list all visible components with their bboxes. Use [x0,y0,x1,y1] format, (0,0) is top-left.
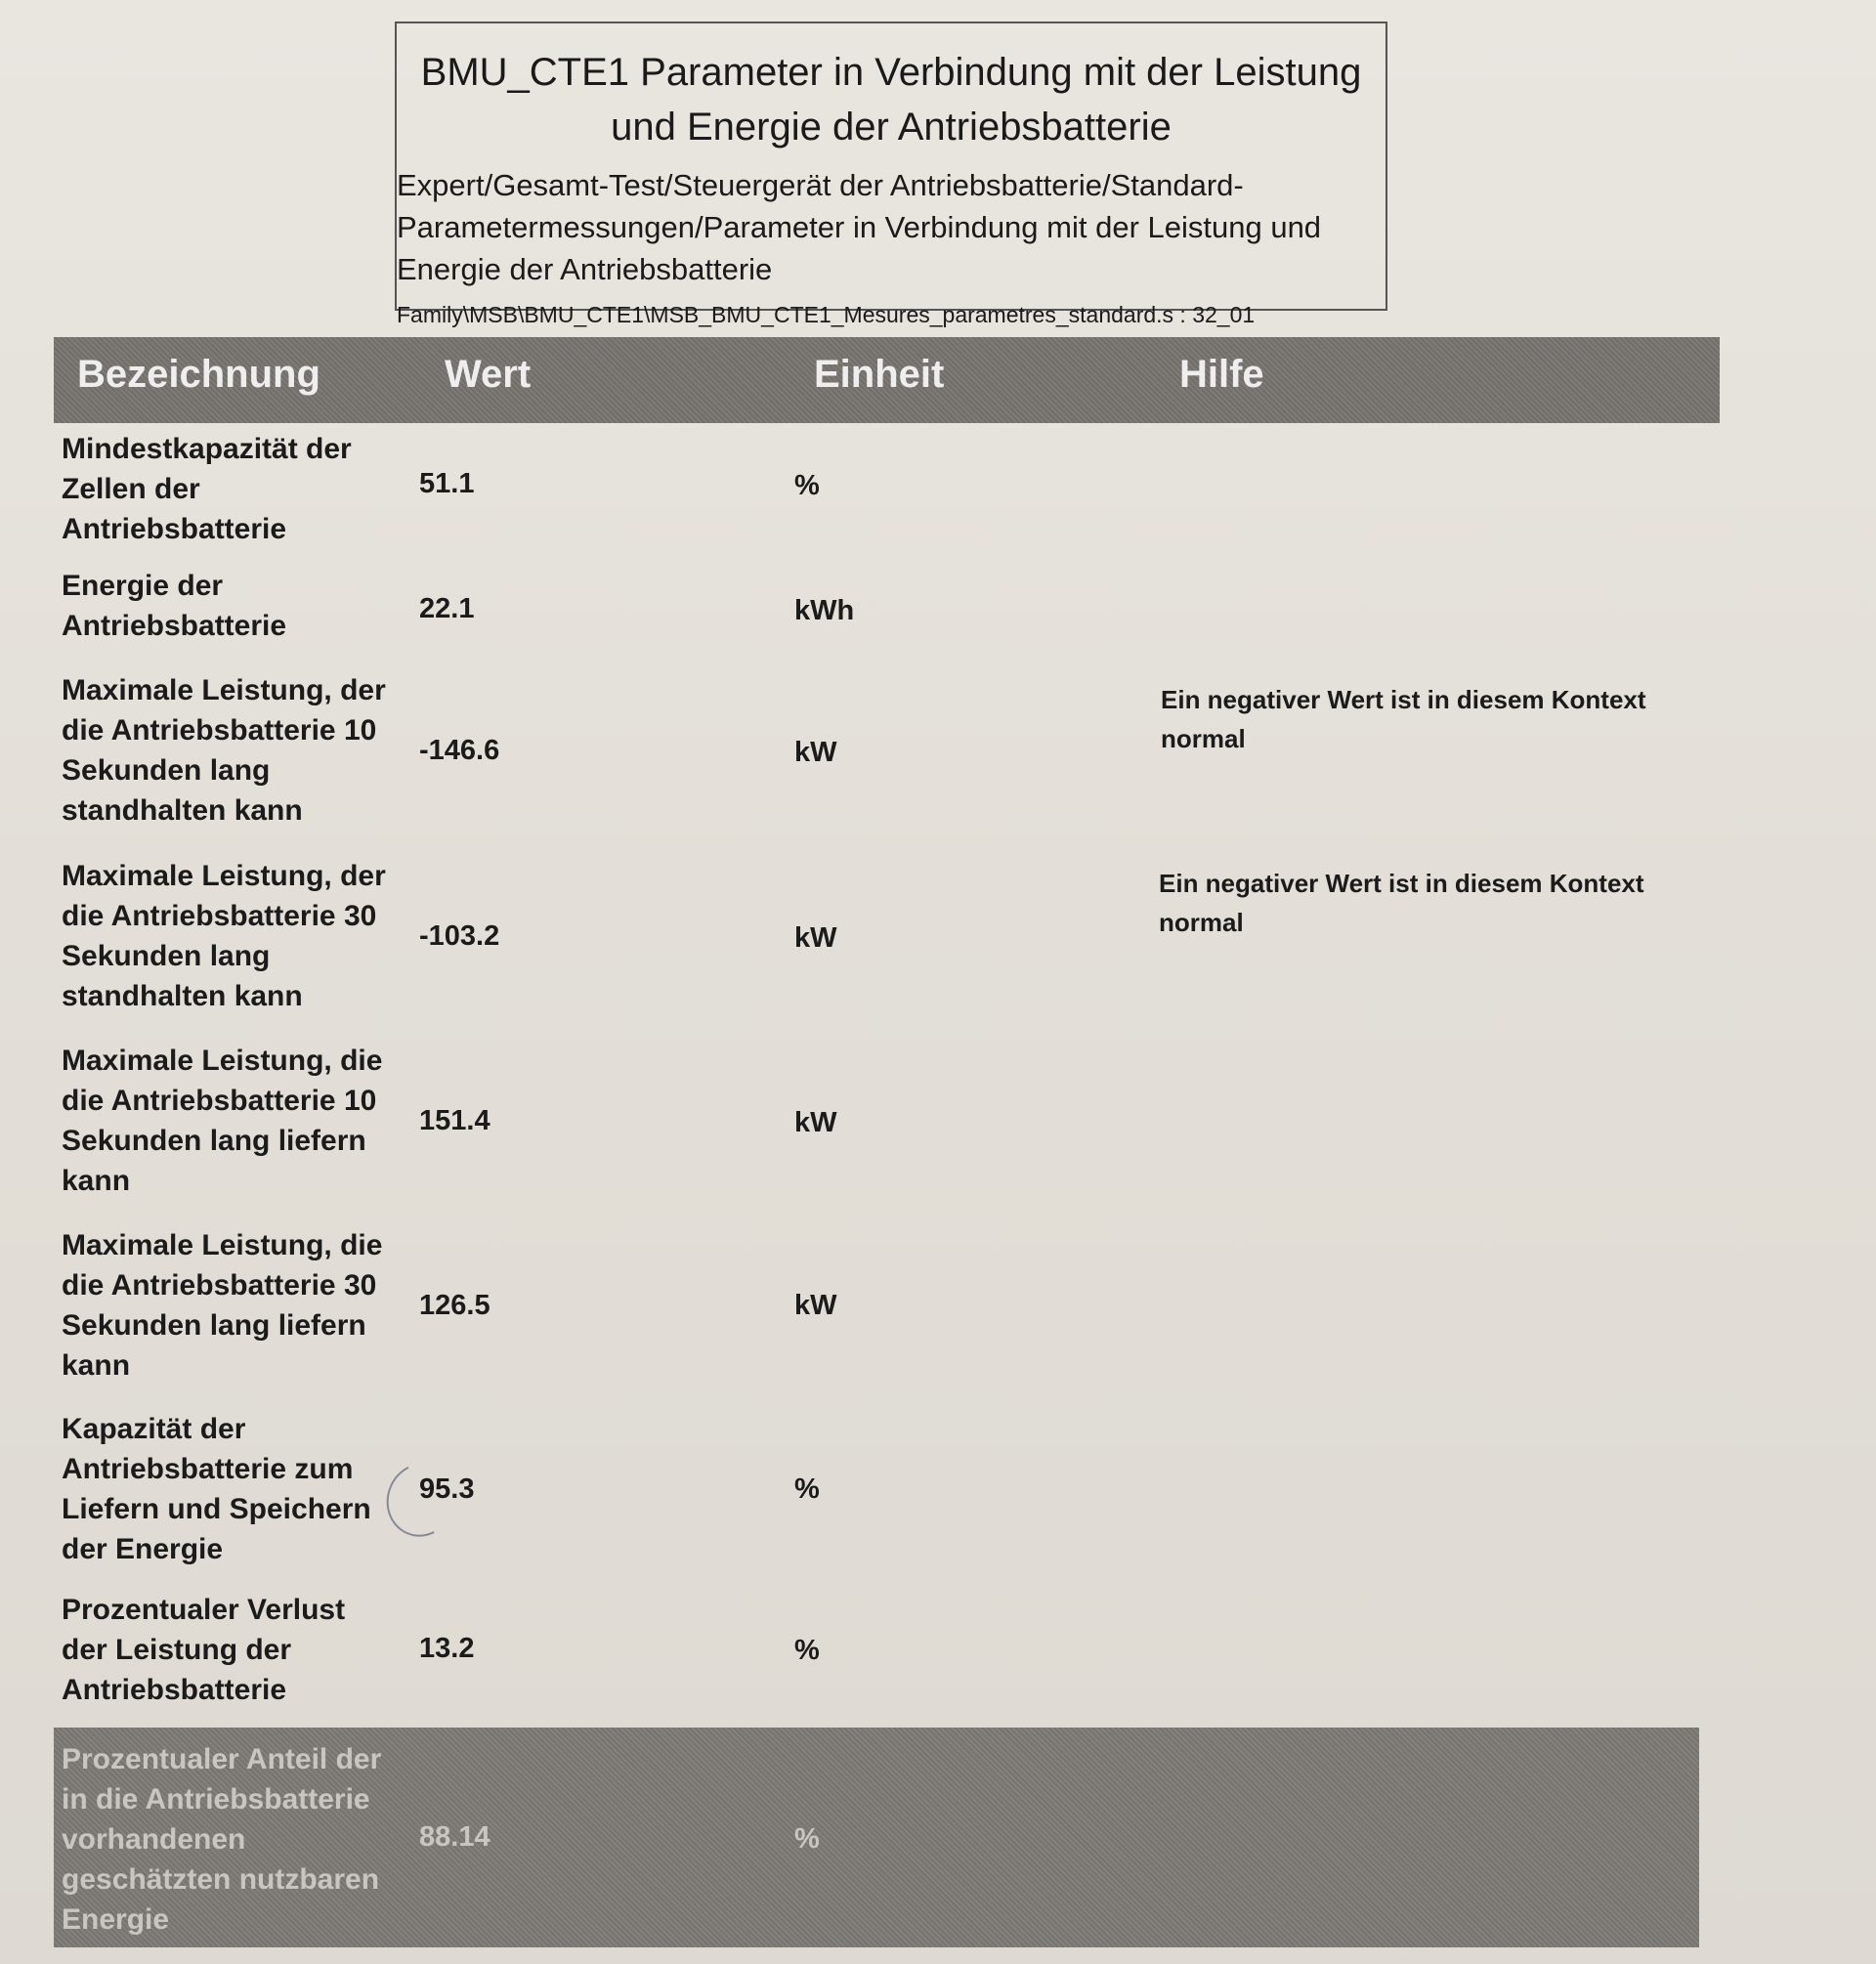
parameter-value: 151.4 [419,1105,490,1136]
name-line: die Antriebsbatterie 10 [62,1085,377,1117]
name-line: kann [62,1349,131,1382]
table-row [54,1225,1720,1409]
name-line: Antriebsbatterie zum [62,1453,354,1485]
name-line: die Antriebsbatterie 30 [62,900,377,932]
parameter-value: 88.14 [419,1821,490,1853]
path-line: Expert/Gesamt-Test/Steuergerät der Antriebsbatterie/Standard- [397,168,1244,202]
table-header [54,337,1720,423]
name-line: der Energie [62,1533,224,1565]
name-line: standhalten kann [62,794,303,827]
name-line: geschätzten nutzbaren [62,1863,380,1896]
column-header-bezeichnung: Bezeichnung [77,353,320,396]
parameter-value: -103.2 [419,920,500,952]
table-row [54,1590,1720,1728]
parameter-name [62,1225,413,1386]
column-header-einheit: Einheit [814,353,945,396]
table-row [54,1409,1720,1590]
parameter-value: 95.3 [419,1473,475,1505]
parameter-value: 126.5 [419,1290,490,1321]
name-line: Liefern und Speichern [62,1493,371,1525]
table-row [54,566,1720,670]
parameter-table [54,337,1720,1947]
help-line: Ein negativer Wert ist in diesem Kontext [1161,685,1646,714]
name-line: standhalten kann [62,980,303,1012]
name-line: Zellen der [62,473,200,505]
parameter-unit: % [794,470,820,501]
name-line: Maximale Leistung, die [62,1229,383,1261]
name-line: Antriebsbatterie [62,610,287,642]
name-line: Maximale Leistung, die [62,1045,383,1077]
parameter-unit: kW [794,737,837,768]
name-line: Sekunden lang liefern [62,1309,366,1342]
parameter-name [62,429,413,549]
parameter-name [62,1409,413,1569]
parameter-value: 22.1 [419,593,475,624]
document-title [397,45,1386,154]
parameter-unit: % [794,1635,820,1666]
name-line: Sekunden lang [62,754,271,787]
parameter-value: 51.1 [419,468,475,499]
column-header-hilfe: Hilfe [1179,353,1264,396]
name-line: Energie [62,1903,170,1936]
navigation-path [397,164,1386,290]
parameter-help [1159,864,1686,942]
name-line: Maximale Leistung, der [62,674,386,706]
name-line: Prozentualer Anteil der [62,1743,382,1775]
table-row [54,670,1720,856]
parameter-unit: % [794,1473,820,1505]
name-line: vorhandenen [62,1823,246,1856]
name-line: Prozentualer Verlust [62,1594,346,1626]
title-line: BMU_CTE1 Parameter in Verbindung mit der Leistung [420,51,1362,94]
parameter-value: 13.2 [419,1633,475,1664]
path-line: Parametermessungen/Parameter in Verbindung mit der Leistung und [397,210,1322,244]
parameter-unit: kW [794,922,837,954]
title-line: und Energie der Antriebsbatterie [611,106,1172,149]
name-line: die Antriebsbatterie 30 [62,1269,377,1302]
parameter-name [62,1590,413,1710]
script-file-reference: Family\MSB\BMU_CTE1\MSB_BMU_CTE1_Mesures_parametres_standard.s : 32_01 [397,302,1256,327]
parameter-name [62,1041,413,1201]
parameter-name [62,856,413,1016]
name-line: Kapazität der [62,1413,246,1445]
help-line: normal [1161,724,1246,753]
name-line: der Leistung der [62,1634,292,1666]
document-header-box [395,21,1387,327]
name-line: Antriebsbatterie [62,1674,287,1706]
table-row [54,856,1720,1041]
name-line: Antriebsbatterie [62,513,287,545]
parameter-unit: % [794,1823,820,1855]
help-line: normal [1159,908,1244,937]
parameter-value: -146.6 [419,735,500,766]
parameter-unit: kWh [794,595,855,626]
name-line: Sekunden lang [62,940,271,972]
table-row [54,423,1720,566]
name-line: in die Antriebsbatterie [62,1783,370,1815]
column-header-wert: Wert [445,353,532,396]
name-line: Energie der [62,570,224,602]
name-line: Sekunden lang liefern [62,1125,366,1157]
help-line: Ein negativer Wert ist in diesem Kontext [1159,869,1644,898]
parameter-name [62,1739,452,1940]
parameter-name [62,670,413,831]
name-line: die Antriebsbatterie 10 [62,714,377,747]
name-line: kann [62,1165,131,1197]
parameter-name [62,566,413,646]
path-line: Energie der Antriebsbatterie [397,252,773,286]
table-row [54,1041,1720,1225]
parameter-unit: kW [794,1107,837,1138]
name-line: Maximale Leistung, der [62,860,386,892]
parameter-unit: kW [794,1290,837,1321]
parameter-help [1161,680,1688,758]
name-line: Mindestkapazität der [62,433,352,465]
table-row-highlighted [54,1728,1699,1947]
